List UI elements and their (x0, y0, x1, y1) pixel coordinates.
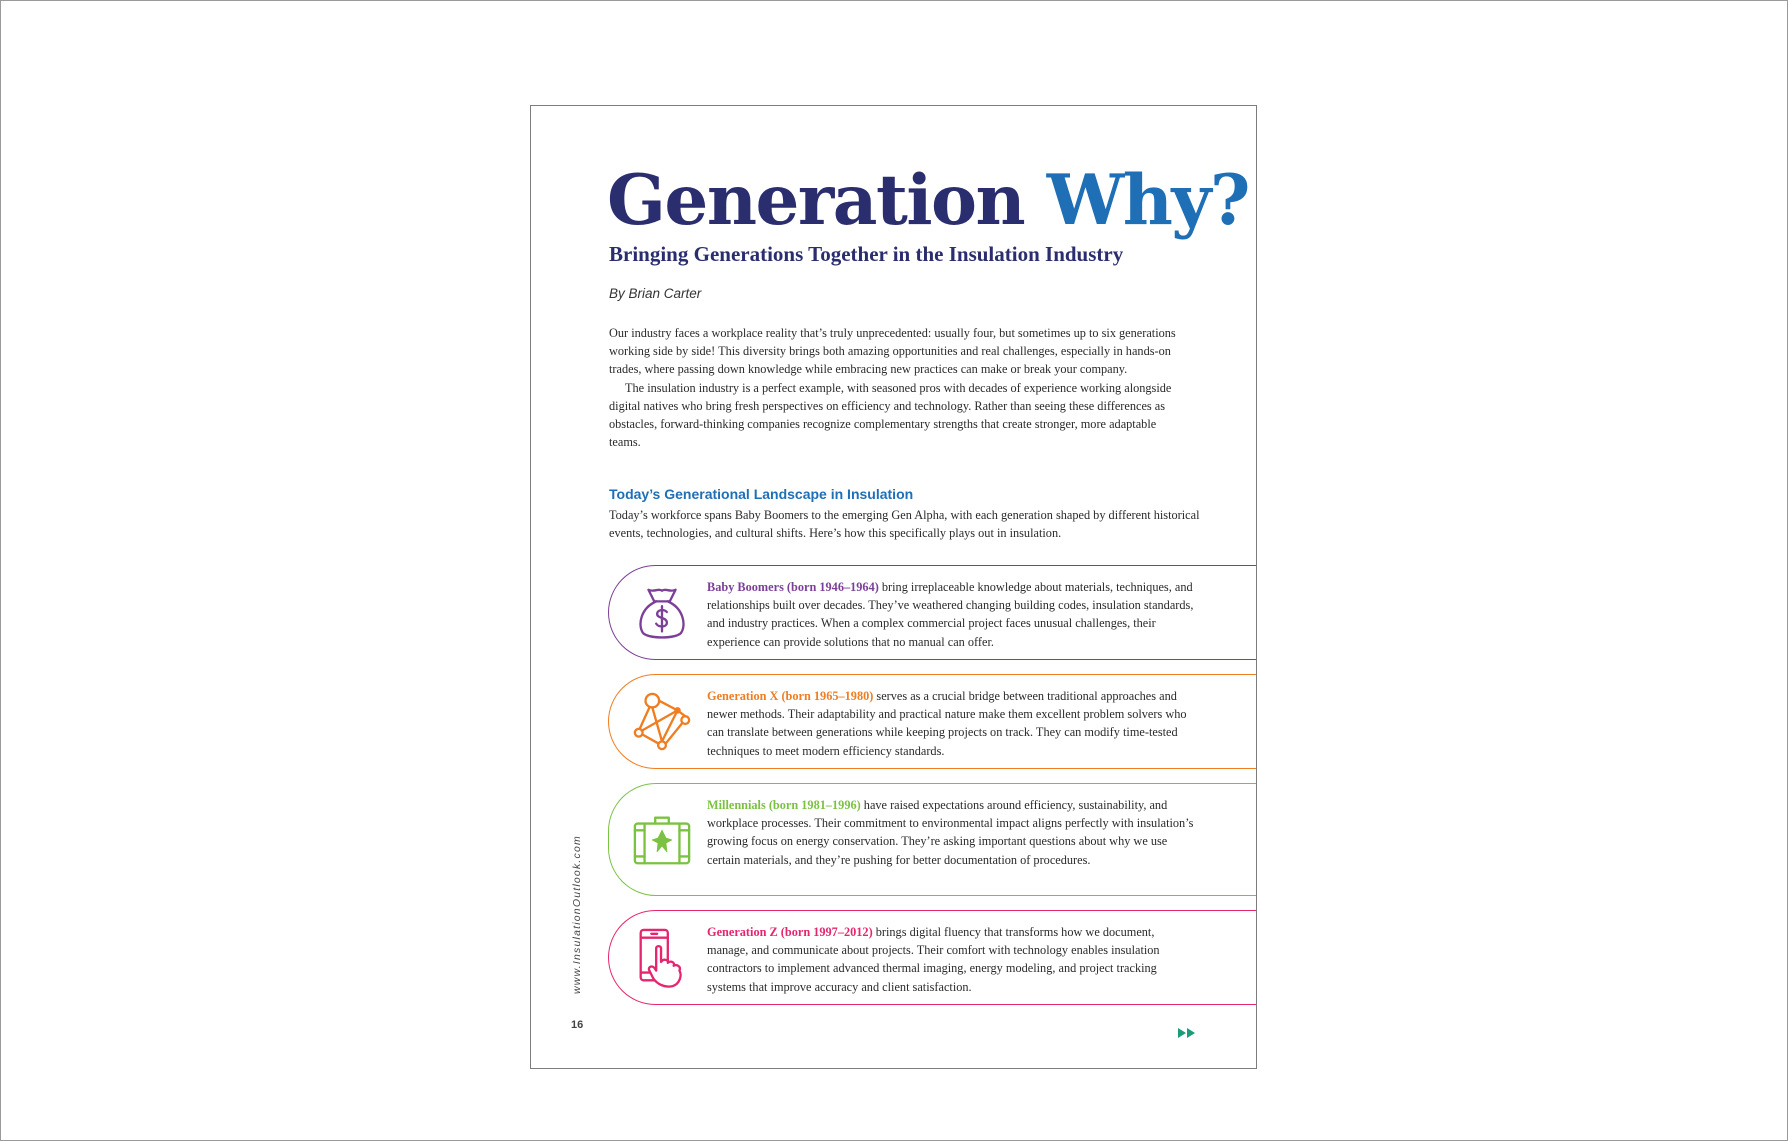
article-subtitle: Bringing Generations Together in the Insulation Industry (609, 242, 1124, 266)
section-intro: Today’s workforce spans Baby Boomers to the emerging Gen Alpha, with each generation shaped by different historical events, technologies, and cultural shifts. Here’s how this specifically plays out in insulation. (609, 508, 1200, 541)
generation-label: Baby Boomers (born 1946–1964) (707, 580, 879, 594)
double-arrow-icon[interactable] (1178, 1023, 1196, 1033)
page-number: 16 (571, 1019, 584, 1031)
generation-card-millennials (608, 783, 1257, 896)
generation-text (707, 796, 1197, 869)
generation-description: bring irreplaceable knowledge about materials, techniques, and relationships built over decades. They’ve weathered changing building codes, insulation standards, and industry practices. When a complex commercial project faces unusual challenges, their experience can provide solutions that no manual can offer. (707, 580, 1194, 649)
intro-paragraph-2: The insulation industry is a perfect example, with seasoned pros with decades of experience working alongside digital natives who bring fresh perspectives on efficiency and technology. Rather than seeing these differences as obstacles, forward-thinking companies recognize complementary strengths that create stronger, more adaptable teams. (609, 380, 1172, 450)
title-part-1: Generation (607, 160, 1025, 241)
generation-description: serves as a crucial bridge between traditional approaches and newer methods. Their adaptability and practical nature make them excellent problem solvers who can translate between generations while keeping projects on track. They can modify time-tested techniques to meet modern efficiency standards. (707, 689, 1187, 758)
travel-suitcase-icon (631, 809, 693, 871)
intro-text (609, 324, 1189, 451)
phone-tap-icon (631, 927, 693, 989)
generation-card-baby-boomers (608, 565, 1257, 660)
byline: By Brian Carter (609, 286, 702, 301)
generation-text (707, 923, 1197, 996)
website-url: www.InsulationOutlook.com (571, 835, 583, 994)
generation-label: Millennials (born 1981–1996) (707, 798, 861, 812)
generation-description: have raised expectations around efficiency, sustainability, and workplace processes. Their commitment to environmental impact aligns perfectly with insulation’s growing focus on energy conservation. They’re asking important questions about why we use certain materials, and they’re pushing for better documentation of procedures. (707, 798, 1194, 867)
generation-text (707, 578, 1197, 651)
section-heading: Today’s Generational Landscape in Insulation (609, 486, 914, 502)
generation-text (707, 687, 1197, 760)
magazine-page (530, 105, 1257, 1069)
generation-card-generation-x (608, 674, 1257, 769)
generation-card-generation-z (608, 910, 1257, 1005)
generation-label: Generation Z (born 1997–2012) (707, 925, 873, 939)
article-title (607, 160, 1249, 241)
title-part-2: Why? (1046, 160, 1249, 241)
generation-label: Generation X (born 1965–1980) (707, 689, 874, 703)
intro-paragraph-1: Our industry faces a workplace reality that’s truly unprecedented: usually four, but sometimes up to six generations working side by side! This diversity brings both amazing opportunities and real challenges, especially in hands-on trades, where passing down knowledge while embracing new practices can make or break your company. (609, 326, 1176, 377)
network-icon (631, 691, 693, 753)
generation-description: brings digital fluency that transforms how we document, manage, and communicate about projects. Their comfort with technology enables insulation contractors to implement advanced thermal imaging, energy modeling, and project tracking systems that improve accuracy and client satisfaction. (707, 925, 1160, 994)
money-bag-icon (631, 582, 693, 644)
